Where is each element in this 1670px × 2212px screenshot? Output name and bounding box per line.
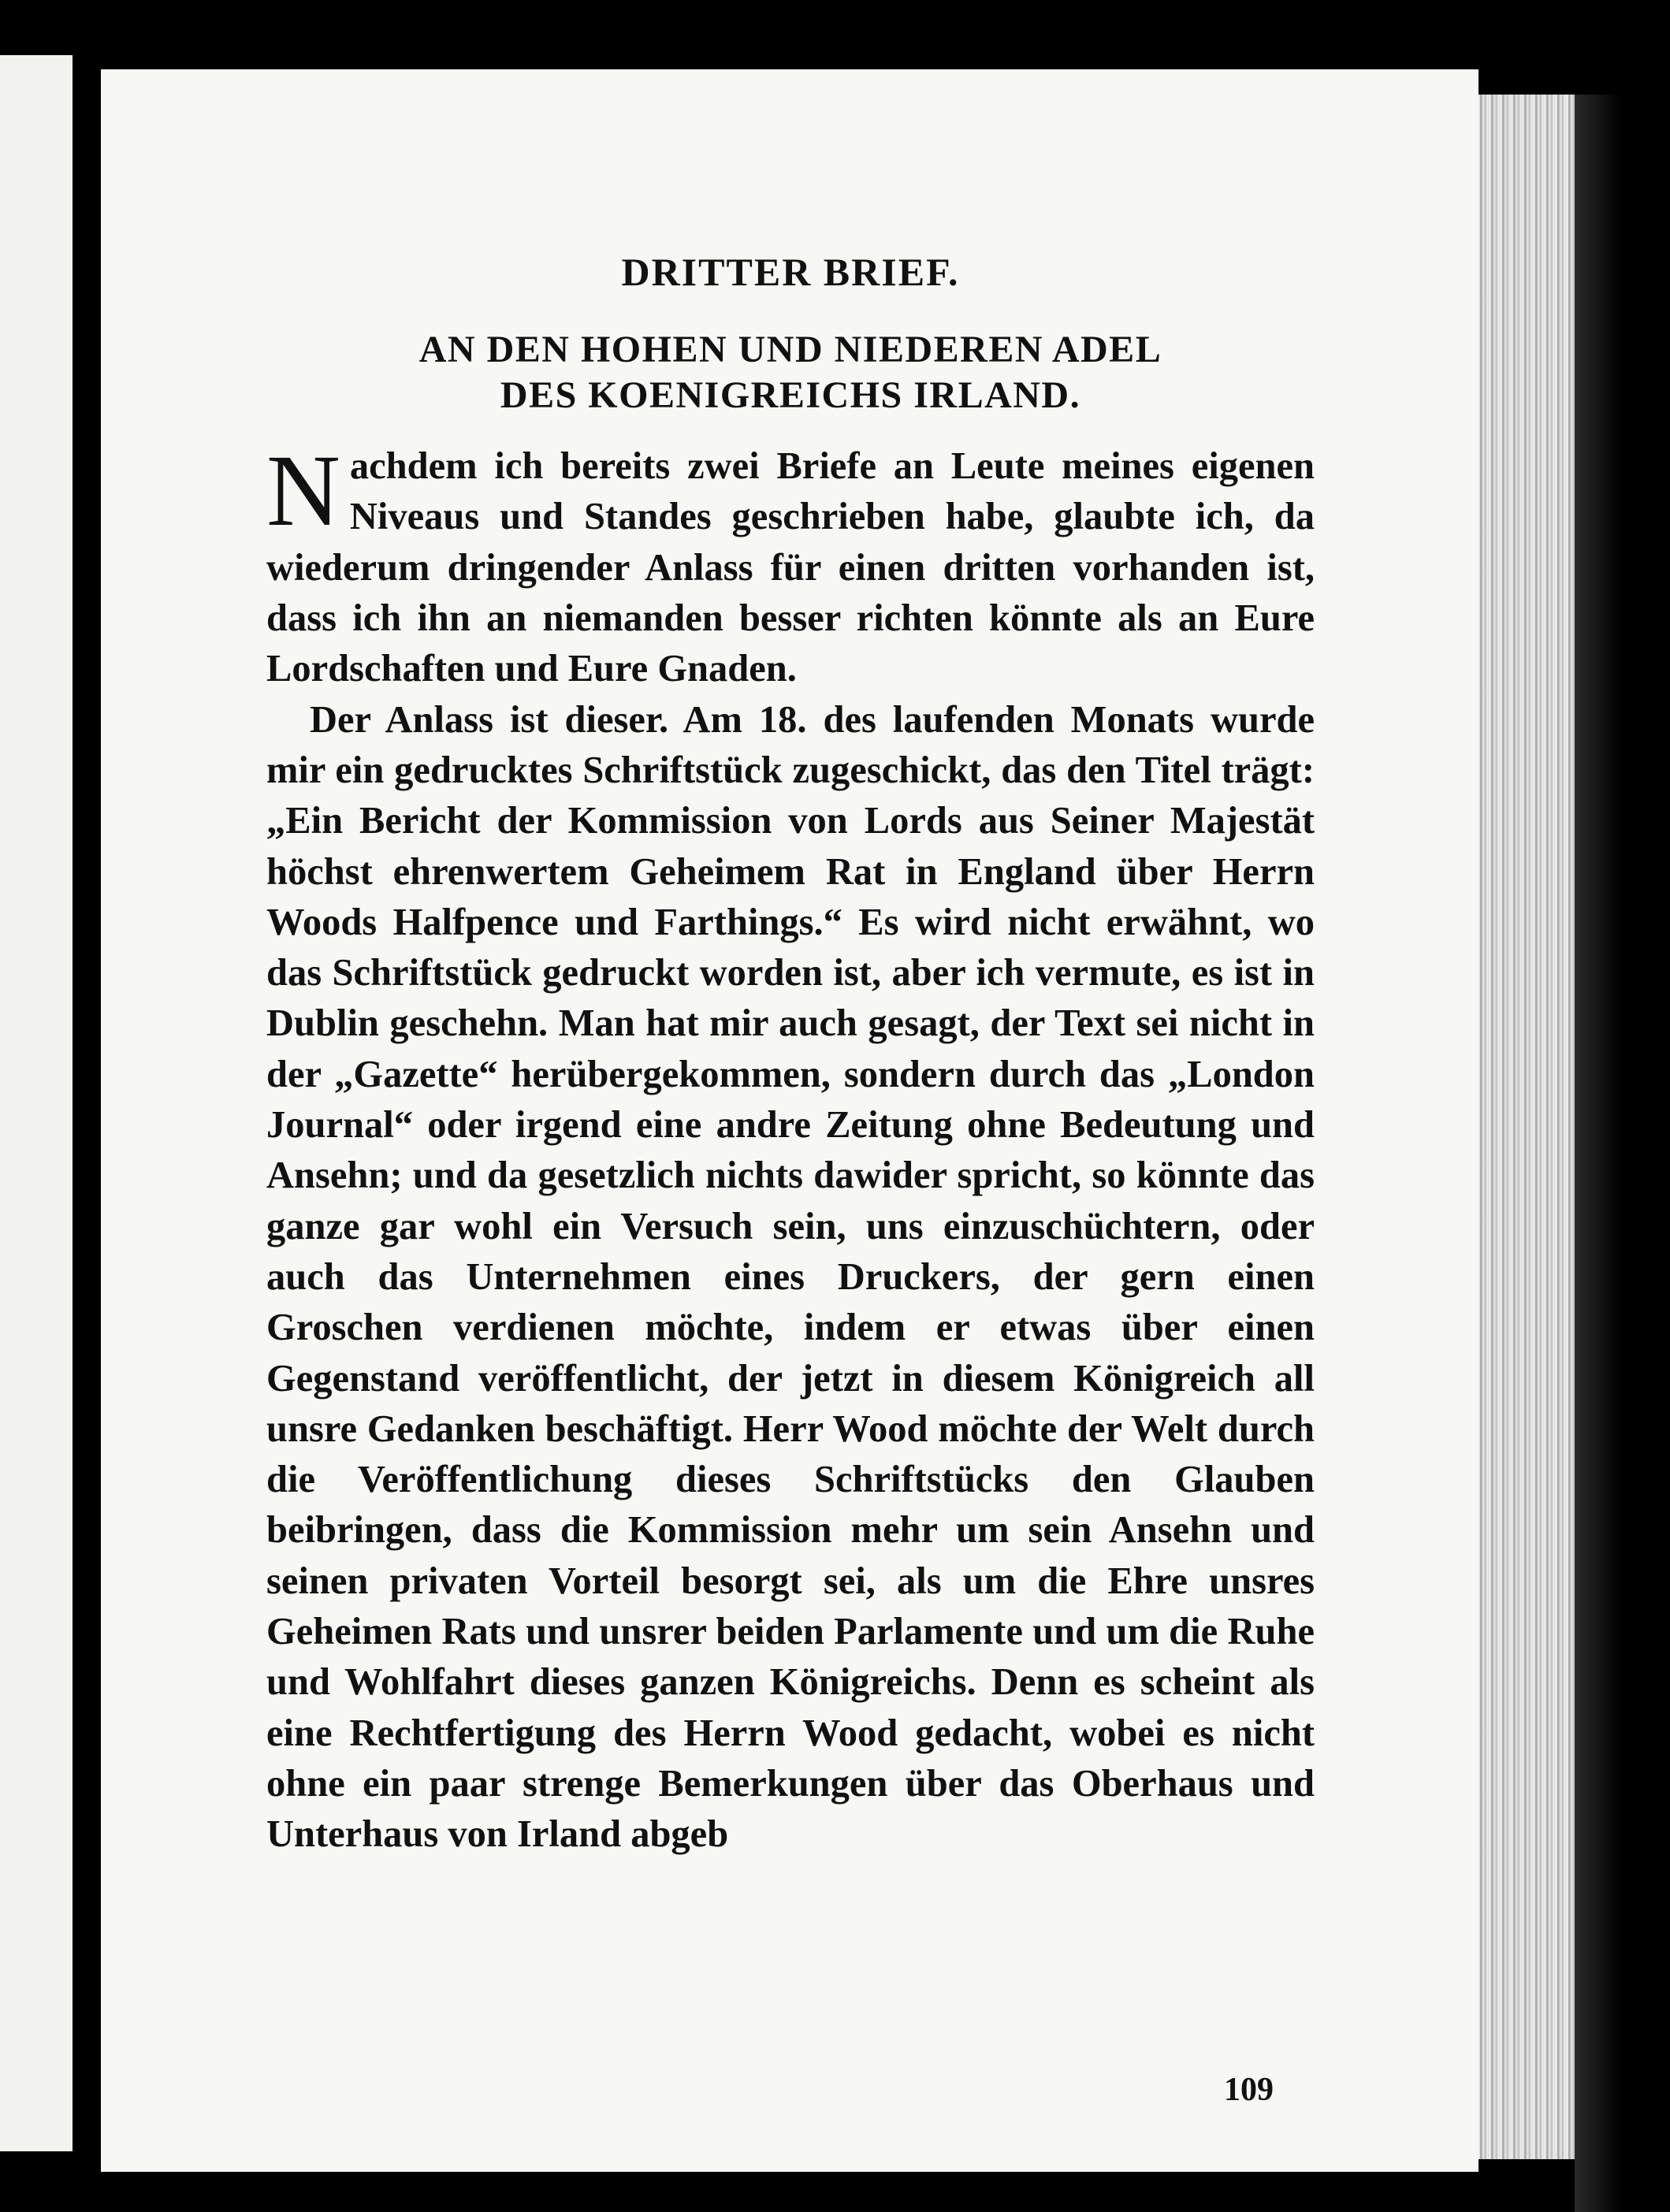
paragraph-1: [266, 434, 1315, 694]
book-page: [101, 69, 1478, 2172]
background-shadow: [1575, 95, 1670, 2212]
drop-cap: N: [266, 434, 340, 548]
book-gutter: [73, 47, 96, 2167]
paragraph-2: Der Anlass ist dieser. Am 18. des laufenden Monats wurde mir ein gedrucktes Schriftstück zugeschickt, das den Titel trägt: „Ein Bericht der Kommission von Lords aus Seiner Majestät höchst ehrenwertem Geheimem Rat in England über Herrn Woods Halfpence und Farthings.“ Es wird nicht erwähnt, wo das Schriftstück gedruckt worden ist, aber ich vermute, es ist in Dublin geschehn. Man hat mir auch gesagt, der Text sei nicht in der „Gazette“ herübergekommen, sondern durch das „London Journal“ oder irgend eine andre Zeitung ohne Bedeutung und Ansehn; und da gesetzlich nichts dawider spricht, so könnte das ganze gar wohl ein Versuch sein, uns einzuschüchtern, oder auch das Unternehmen eines Druckers, der gern einen Groschen verdienen möchte, indem er etwas über einen Gegenstand veröffentlicht, der jetzt in diesem Königreich all unsre Gedanken beschäftigt. Herr Wood möchte der Welt durch die Veröffentlichung dieses Schriftstücks den Glauben beibringen, dass die Kommission mehr um sein Ansehn und seinen privaten Vorteil besorgt sei, als um die Ehre unsres Geheimen Rats und unsrer beiden Parlamente und um die Ruhe und Wohlfahrt dieses ganzen Königreichs. Denn es scheint als eine Rechtfertigung des Herrn Wood gedacht, wobei es nicht ohne ein paar strenge Bemerkungen über das Oberhaus und Unterhaus von Irland abgeb: [266, 698, 1315, 1856]
subtitle-line-2: DES KOENIGREICHS IRLAND.: [500, 374, 1081, 416]
page-number: 109: [1224, 2072, 1274, 2108]
paragraph-1-text: achdem ich bereits zwei Briefe an Leute meines eigenen Niveaus und Standes geschrieben habe, glaubte ich, da wiederum dringender Anlass für einen dritten vorhanden ist, dass ich ihn an niemanden besser richten könnte als an Eure Lordschaften und Eure Gnaden.: [266, 445, 1315, 690]
letter-title: DRITTER BRIEF.: [621, 250, 960, 294]
left-page-margin: [0, 55, 73, 2151]
letter-body: [266, 434, 1315, 1860]
letter-subtitle: [266, 327, 1315, 418]
subtitle-line-1: AN DEN HOHEN UND NIEDEREN ADEL: [418, 329, 1162, 370]
page-content: [266, 251, 1315, 1861]
